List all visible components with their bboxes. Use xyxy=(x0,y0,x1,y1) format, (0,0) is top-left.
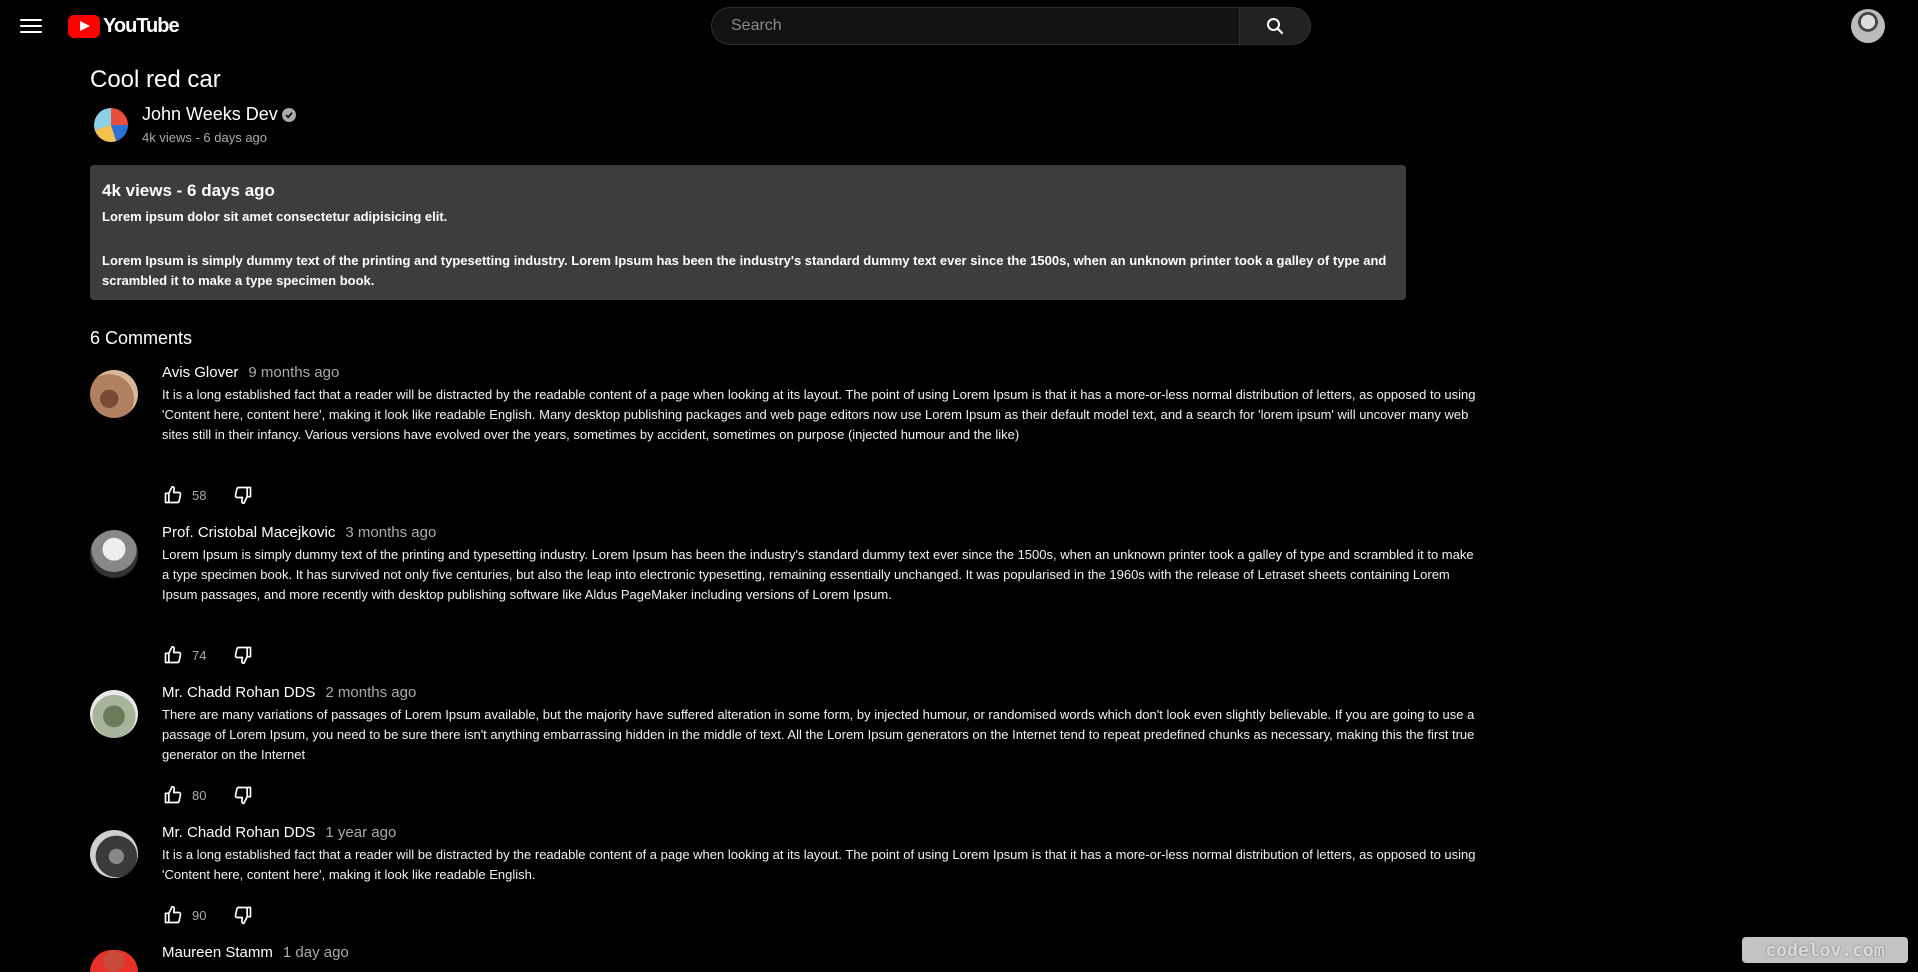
comment-author[interactable]: Mr. Chadd Rohan DDS xyxy=(162,684,316,701)
thumbs-up-icon xyxy=(163,905,183,925)
comment-author[interactable]: Maureen Stamm xyxy=(162,944,273,961)
comment-time[interactable]: 3 months ago xyxy=(345,524,437,541)
comment-avatar[interactable] xyxy=(90,690,138,738)
comment-header xyxy=(162,524,436,541)
comment-text: Lorem Ipsum is simply dummy text of the printing and typesetting industry. Lorem Ipsum has been the industry's standard dummy text ever since the 1500s, when an unknown printer took a galley of type and scrambled it to make a type specimen book. It has survived not only five centuries, but also the leap into electronic typesetting, remaining essentially unchanged. It was popularised in the 1960s with the release of Letraset sheets containing Lorem Ipsum passages, and more recently with desktop publishing software like Aldus PageMaker including versions of Lorem Ipsum. xyxy=(162,547,1474,602)
channel-name-link[interactable] xyxy=(142,104,296,125)
search-bar xyxy=(711,7,1311,45)
comment-author[interactable]: Avis Glover xyxy=(162,364,239,381)
like-count: 74 xyxy=(192,647,207,663)
channel-name: John Weeks Dev xyxy=(142,104,278,124)
like-count: 58 xyxy=(192,487,207,503)
thumbs-down-icon xyxy=(233,905,253,925)
comment-header xyxy=(162,824,396,841)
verified-check-icon xyxy=(282,108,296,122)
comment-time[interactable]: 9 months ago xyxy=(248,364,340,381)
like-button[interactable] xyxy=(162,784,184,806)
thumbs-down-icon xyxy=(233,645,253,665)
comment-text: It is a long established fact that a reader will be distracted by the readable content of a page when looking at its layout. The point of using Lorem Ipsum is that it has a more-or-less normal distribution of letters, as opposed to using 'Content here, content here', making it look like readable English. Many desktop publishing packages and web page editors now use Lorem Ipsum as their default model text, and a search for 'lorem ipsum' will uncover many web sites still in their infancy. Various versions have evolved over the years, sometimes by accident, sometimes on purpose (injected humour and the like) xyxy=(162,387,1476,442)
comment-actions xyxy=(162,904,254,926)
thumbs-down-icon xyxy=(233,785,253,805)
dislike-button[interactable] xyxy=(232,784,254,806)
search-button[interactable] xyxy=(1239,7,1311,45)
comment-avatar[interactable] xyxy=(90,830,138,878)
play-logo-icon xyxy=(68,15,100,38)
comment-header xyxy=(162,364,339,381)
comment-avatar[interactable] xyxy=(90,950,138,972)
like-button[interactable] xyxy=(162,904,184,926)
thumbs-up-icon xyxy=(163,785,183,805)
dislike-button[interactable] xyxy=(232,644,254,666)
comment-header xyxy=(162,684,416,701)
youtube-logo[interactable] xyxy=(68,14,179,38)
description-box[interactable] xyxy=(90,165,1406,300)
thumbs-up-icon xyxy=(163,645,183,665)
comment-text: There are many variations of passages of Lorem Ipsum available, but the majority have suffered alteration in some form, by injected humour, or randomised words which don't look even slightly believable. If you are going to use a passage of Lorem Ipsum, you need to be sure there isn't anything embarrassing hidden in the middle of text. All the Lorem Ipsum generators on the Internet tend to repeat predefined chunks as necessary, making this the first true generator on the Internet xyxy=(162,707,1475,762)
thumbs-down-icon xyxy=(233,485,253,505)
description-body: Lorem Ipsum is simply dummy text of the printing and typesetting industry. Lorem Ipsum has been the industry's standard dummy text ever since the 1500s, when an unknown printer took a galley of type and scrambled it to make a type specimen book. xyxy=(102,253,1387,288)
channel-avatar[interactable] xyxy=(94,108,128,142)
comment-time[interactable]: 1 day ago xyxy=(282,944,349,961)
top-bar xyxy=(0,0,1918,52)
description-views: 4k views - 6 days ago xyxy=(102,181,275,200)
comment-time[interactable]: 1 year ago xyxy=(325,824,397,841)
watermark: codelov.com xyxy=(1742,937,1908,963)
search-input[interactable] xyxy=(711,7,1239,45)
comment-item xyxy=(90,944,1406,972)
comment-header xyxy=(162,944,349,961)
comment-avatar[interactable] xyxy=(90,370,138,418)
thumbs-up-icon xyxy=(163,485,183,505)
comment-actions xyxy=(162,784,254,806)
comment-actions xyxy=(162,484,254,506)
logo-text: YouTube xyxy=(103,14,179,37)
search-icon xyxy=(1266,17,1284,35)
like-count: 80 xyxy=(192,787,207,803)
like-button[interactable] xyxy=(162,644,184,666)
comments-count: 6 Comments xyxy=(90,328,193,348)
comment-author[interactable]: Mr. Chadd Rohan DDS xyxy=(162,824,316,841)
comment-text: It is a long established fact that a reader will be distracted by the readable content of a page when looking at its layout. The point of using Lorem Ipsum is that it has a more-or-less normal distribution of letters, as opposed to using 'Content here, content here', making it look like readable English. xyxy=(162,847,1476,882)
like-button[interactable] xyxy=(162,484,184,506)
hamburger-menu-icon[interactable] xyxy=(19,15,43,35)
dislike-button[interactable] xyxy=(232,904,254,926)
video-meta: 4k views - 6 days ago xyxy=(142,130,268,145)
user-avatar[interactable] xyxy=(1851,9,1885,43)
comment-avatar[interactable] xyxy=(90,530,138,578)
dislike-button[interactable] xyxy=(232,484,254,506)
comment-time[interactable]: 2 months ago xyxy=(325,684,417,701)
comment-author[interactable]: Prof. Cristobal Macejkovic xyxy=(162,524,336,541)
comment-actions xyxy=(162,644,254,666)
video-title: Cool red car xyxy=(90,66,221,93)
like-count: 90 xyxy=(192,907,207,923)
description-summary: Lorem ipsum dolor sit amet consectetur adipisicing elit. xyxy=(102,209,448,224)
